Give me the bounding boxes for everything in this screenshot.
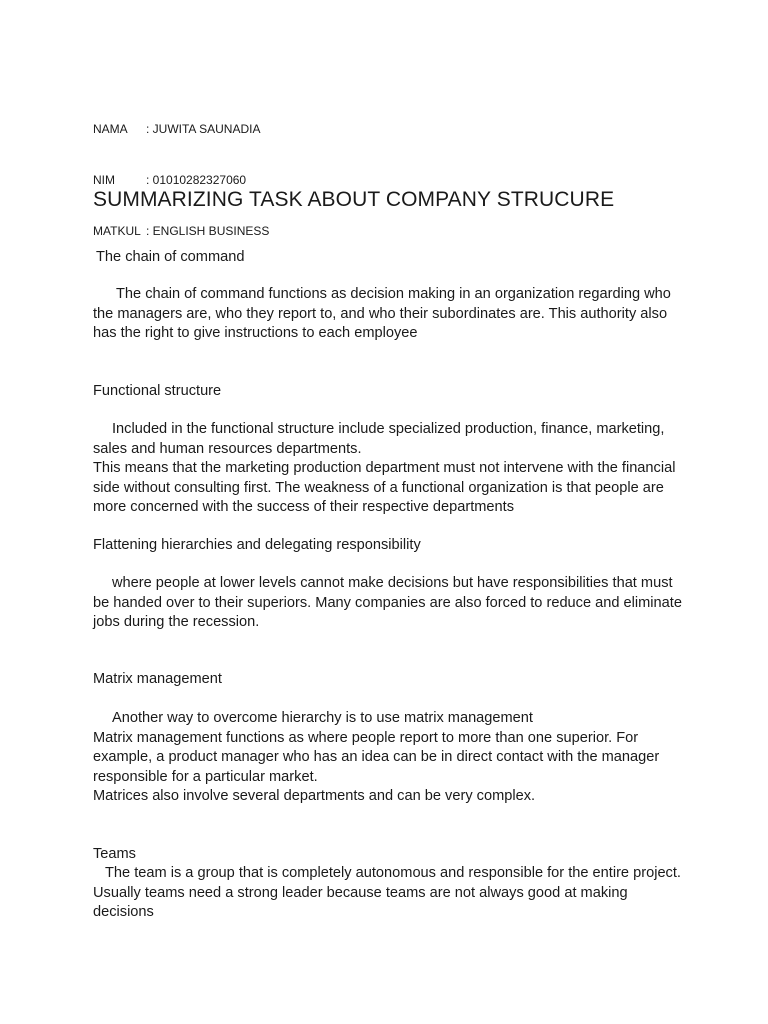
- matkul-label: MATKUL: [93, 224, 141, 238]
- functional-paragraph-2: This means that the marketing production department must not intervene with the financial side without consulting first. The weakness of a functional organization is that people are more concerned with the success of their respective departments: [93, 460, 676, 515]
- paragraph-chain-of-command: [93, 285, 683, 344]
- nama-value: : JUWITA SAUNADIA: [146, 122, 261, 136]
- nim-label: NIM: [93, 173, 115, 187]
- teams-paragraph-1: The team is a group that is completely autonomous and responsible for the entire project. Usually teams need a strong leader because teams are not always good at making decisions: [93, 865, 681, 920]
- matkul-line: [93, 223, 269, 240]
- nim-value: : 01010282327060: [146, 173, 247, 187]
- heading-chain-of-command: The chain of command: [96, 249, 245, 265]
- document-title: SUMMARIZING TASK ABOUT COMPANY STRUCURE: [93, 188, 615, 211]
- chain-paragraph-1: The chain of command functions as decision making in an organization regarding who the managers are, who they report to, and who their subordinates are. This authority also has the right to give instructions to each employee: [93, 286, 671, 341]
- paragraph-teams: [93, 864, 683, 923]
- heading-teams: Teams: [93, 846, 136, 862]
- student-info: [93, 87, 269, 274]
- matrix-paragraph-2: Matrix management functions as where people report to more than one superior. For example, a product manager who has an idea can be in direct contact with the manager responsible for a particular market.: [93, 729, 660, 785]
- paragraph-functional-structure: [93, 420, 683, 518]
- nama-line: [93, 121, 269, 138]
- matkul-value: : ENGLISH BUSINESS: [146, 224, 270, 238]
- matrix-paragraph-3: Matrices also involve several departments and can be very complex.: [93, 788, 536, 804]
- flattening-paragraph-1: where people at lower levels cannot make decisions but have responsibilities that must be handed over to their superiors. Many companies are also forced to reduce and eliminate jobs during the recession.: [93, 575, 682, 630]
- heading-functional-structure: Functional structure: [93, 383, 222, 399]
- nama-label: NAMA: [93, 122, 128, 136]
- paragraph-matrix-management: [93, 709, 683, 807]
- paragraph-flattening-hierarchies: [93, 574, 683, 633]
- heading-matrix-management: Matrix management: [93, 671, 222, 687]
- functional-paragraph-1: Included in the functional structure include specialized production, finance, marketing, sales and human resources departments.: [93, 421, 665, 457]
- matrix-paragraph-1: Another way to overcome hierarchy is to use matrix management: [112, 710, 533, 726]
- heading-flattening-hierarchies: Flattening hierarchies and delegating responsibility: [93, 537, 421, 553]
